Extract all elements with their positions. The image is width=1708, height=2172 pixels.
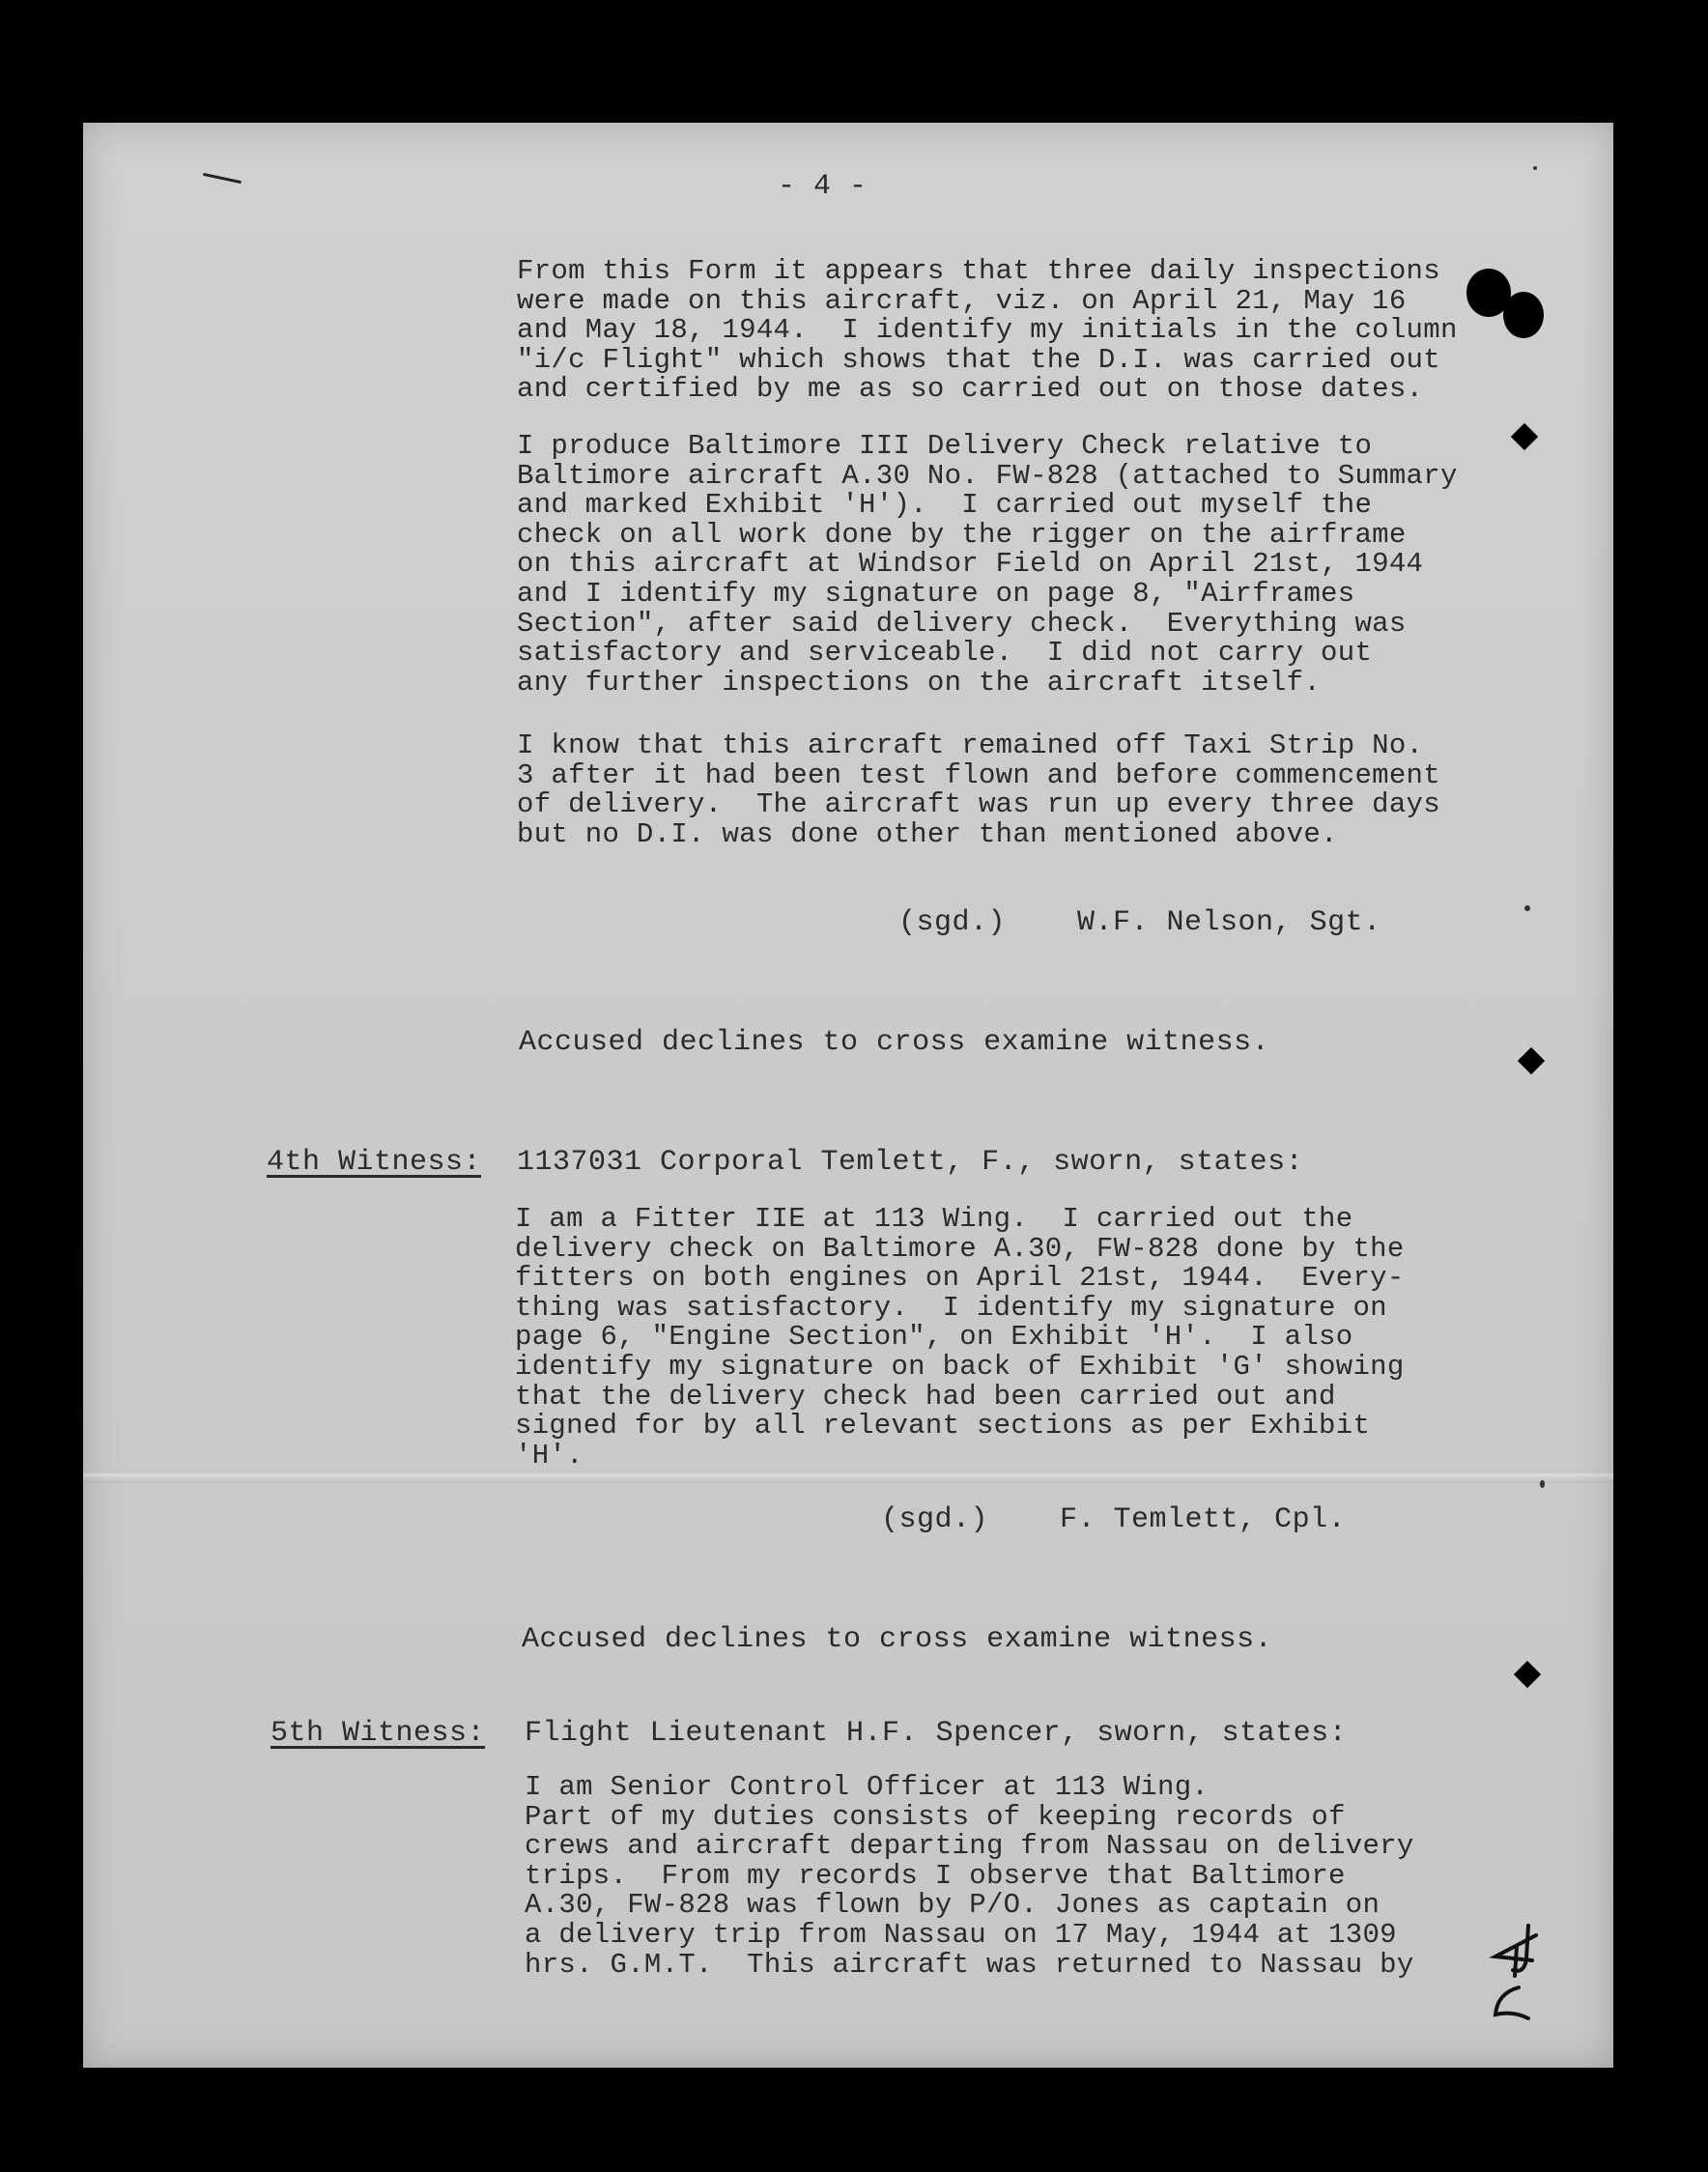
paragraph-fitter-testimony <box>515 1205 1405 1471</box>
text-line: I know that this aircraft remained off Taxi Strip No. <box>517 729 1424 761</box>
text-line: any further inspections on the aircraft itself. <box>517 666 1322 699</box>
text-line: delivery check on Baltimore A.30, FW-828 done by the <box>515 1232 1405 1265</box>
paper-fold-line <box>83 1473 1613 1483</box>
paragraph-daily-inspections <box>517 257 1458 405</box>
text-line: I am a Fitter IIE at 113 Wing. I carried out the <box>515 1203 1353 1235</box>
text-line: 'H'. <box>515 1439 584 1472</box>
text-line: I produce Baltimore III Delivery Check relative to <box>517 430 1373 462</box>
text-line: of delivery. The aircraft was run up every three days <box>517 788 1440 821</box>
text-line: A.30, FW-828 was flown by P/O. Jones as captain on <box>525 1889 1381 1922</box>
text-line: From this Form it appears that three daily inspections <box>517 255 1440 287</box>
fifth-witness-label: 5th Witness: <box>270 1717 486 1750</box>
scan-speck-3 <box>1533 166 1537 170</box>
text-line: and May 18, 1944. I identify my initials in the column <box>517 314 1458 347</box>
text-line: but no D.I. was done other than mentioned above. <box>517 817 1338 850</box>
fifth-witness-heading: Flight Lieutenant H.F. Spencer, sworn, states: <box>525 1717 1348 1750</box>
text-line: thing was satisfactory. I identify my signature on <box>515 1291 1387 1324</box>
text-line: crews and aircraft departing from Nassau on delivery <box>525 1830 1414 1863</box>
signature-nelson: (sgd.) W.F. Nelson, Sgt. <box>898 906 1381 939</box>
text-line: a delivery trip from Nassau on 17 May, 1944 at 1309 <box>525 1918 1397 1951</box>
paragraph-control-officer <box>525 1773 1414 1980</box>
text-line: on this aircraft at Windsor Field on April 21st, 1944 <box>517 548 1424 581</box>
fourth-witness-label: 4th Witness: <box>267 1146 482 1179</box>
accused-declines-1: Accused declines to cross examine witness. <box>519 1026 1270 1059</box>
text-line: identify my signature on back of Exhibit 'G' showing <box>515 1350 1405 1383</box>
handwritten-folio-number <box>1478 1918 1546 2024</box>
text-line: and marked Exhibit 'H'). I carried out myself the <box>517 489 1373 522</box>
punch-hole-right <box>1503 292 1544 338</box>
page-number: - 4 - <box>778 170 868 203</box>
fourth-witness-heading: 1137031 Corporal Temlett, F., sworn, states: <box>517 1146 1304 1179</box>
text-line: and I identify my signature on page 8, "Airframes <box>517 577 1355 610</box>
text-line: signed for by all relevant sections as per Exhibit <box>515 1410 1371 1443</box>
text-line: page 6, "Engine Section", on Exhibit 'H'. I also <box>515 1321 1353 1354</box>
text-line: satisfactory and serviceable. I did not carry out <box>517 637 1373 670</box>
text-line: that the delivery check had been carried out and <box>515 1380 1336 1413</box>
paragraph-taxi-strip <box>517 731 1440 849</box>
text-line: Part of my duties consists of keeping records of <box>525 1800 1346 1833</box>
text-line: Section", after said delivery check. Everything was <box>517 607 1407 640</box>
text-line: I am Senior Control Officer at 113 Wing. <box>525 1771 1210 1803</box>
scan-speck-2 <box>1540 1480 1545 1488</box>
text-line: 3 after it had been test flown and before commencement <box>517 758 1440 791</box>
paragraph-delivery-check <box>517 432 1458 698</box>
text-line: check on all work done by the rigger on the airframe <box>517 518 1407 551</box>
text-line: fitters on both engines on April 21st, 1944. Every- <box>515 1262 1405 1295</box>
accused-declines-2: Accused declines to cross examine witness. <box>522 1623 1273 1656</box>
text-line: hrs. G.M.T. This aircraft was returned to Nassau by <box>525 1948 1414 1981</box>
text-line: and certified by me as so carried out on those dates. <box>517 373 1424 406</box>
text-line: were made on this aircraft, viz. on April 21, May 16 <box>517 284 1407 317</box>
text-line: trips. From my records I observe that Baltimore <box>525 1859 1346 1892</box>
scan-speck-1 <box>1524 905 1530 911</box>
signature-temlett: (sgd.) F. Temlett, Cpl. <box>881 1503 1347 1536</box>
text-line: Baltimore aircraft A.30 No. FW-828 (attached to Summary <box>517 459 1458 492</box>
text-line: "i/c Flight" which shows that the D.I. was carried out <box>517 343 1440 376</box>
